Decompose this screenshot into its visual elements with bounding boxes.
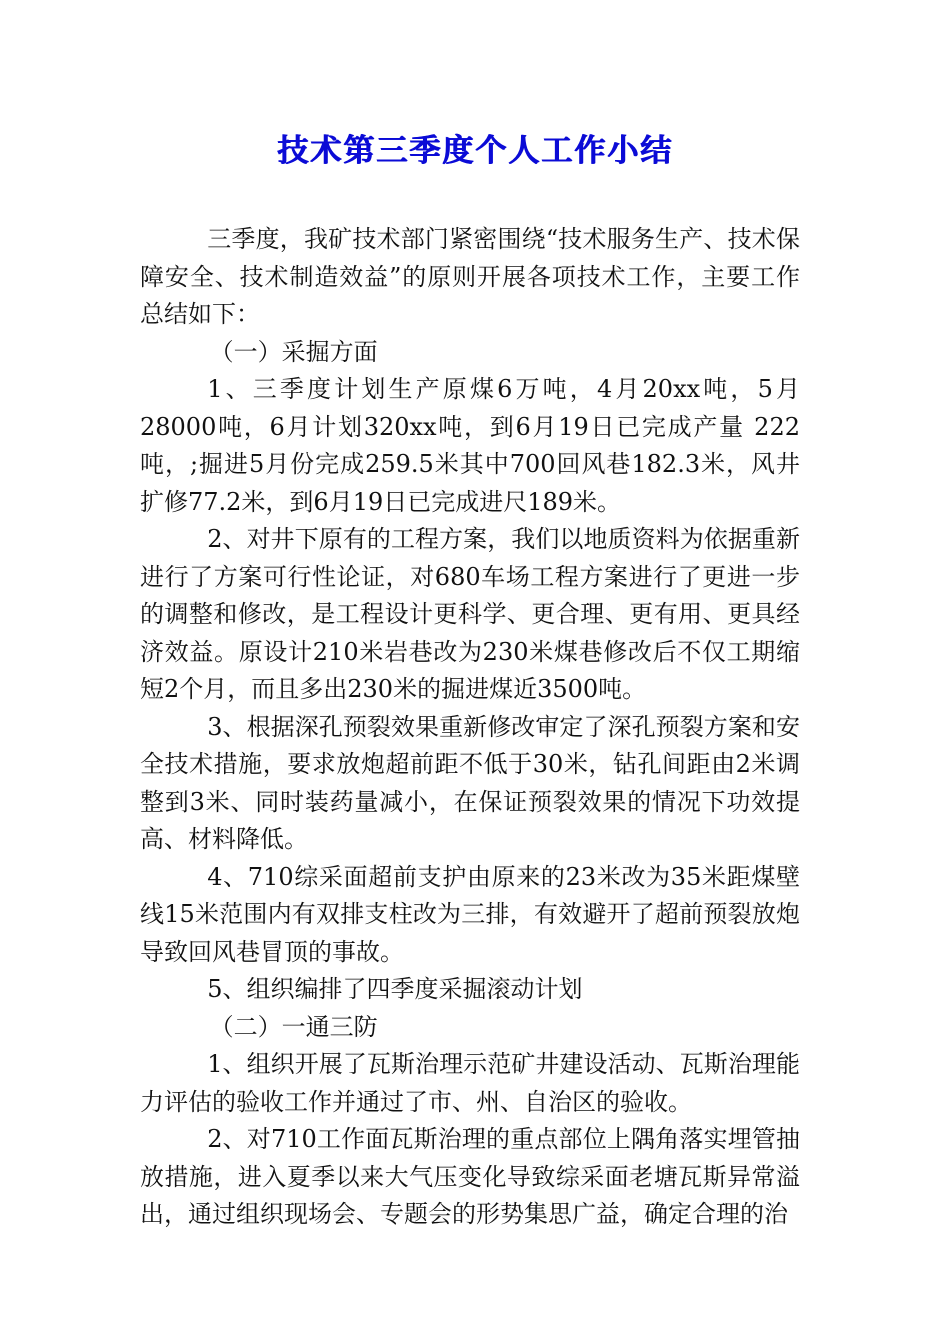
mining-item-1: 1、三季度计划生产原煤6万吨，4月20xx吨，5月28000吨，6月计划320xx吨，到6月19日已完成产量 222吨，;掘进5月份完成259.5米其中700回风巷182.3米，风井扩修77.2米，到6月19日已完成进尺189米。 [140, 375, 800, 516]
mining-item-5: 5、组织编排了四季度采掘滚动计划 [207, 975, 583, 1003]
document-body [140, 221, 800, 1234]
ventilation-item-1: 1、组织开展了瓦斯治理示范矿井建设活动、瓦斯治理能力评估的验收工作并通过了市、州、自治区的验收。 [140, 1050, 800, 1116]
mining-item-4: 4、710综采面超前支护由原来的23米改为35米距煤壁线15米范围内有双排支柱改为三排，有效避开了超前预裂放炮导致回风巷冒顶的事故。 [140, 862, 800, 966]
mining-item-3: 3、根据深孔预裂效果重新修改审定了深孔预裂方案和安全技术措施，要求放炮超前距不低于30米，钻孔间距由2米调整到3米、同时装药量减小，在保证预裂效果的情况下功效提高、材料降低。 [140, 712, 800, 853]
section-heading-mining: （一）采掘方面 [209, 337, 378, 366]
ventilation-item-2: 2、对710工作面瓦斯治理的重点部位上隅角落实埋管抽放措施，进入夏季以来大气压变化导致综采面老塘瓦斯异常溢出，通过组织现场会、专题会的形势集思广益，确定合理的治 [140, 1125, 800, 1228]
mining-item-2: 2、对井下原有的工程方案，我们以地质资料为依据重新进行了方案可行性论证，对680车场工程方案进行了更进一步的调整和修改，是工程设计更科学、更合理、更有用、更具经济效益。原设计210米岩巷改为230米煤巷修改后不仅工期缩短2个月，而且多出230米的掘进煤近3500吨。 [140, 525, 800, 703]
intro-paragraph: 三季度，我矿技术部门紧密围绕“技术服务生产、技术保障安全、技术制造效益”的原则开展各项技术工作，主要工作总结如下： [140, 225, 800, 328]
document-title: 技术第三季度个人工作小结 [277, 133, 673, 169]
section-heading-ventilation: （二）一通三防 [209, 1012, 378, 1041]
